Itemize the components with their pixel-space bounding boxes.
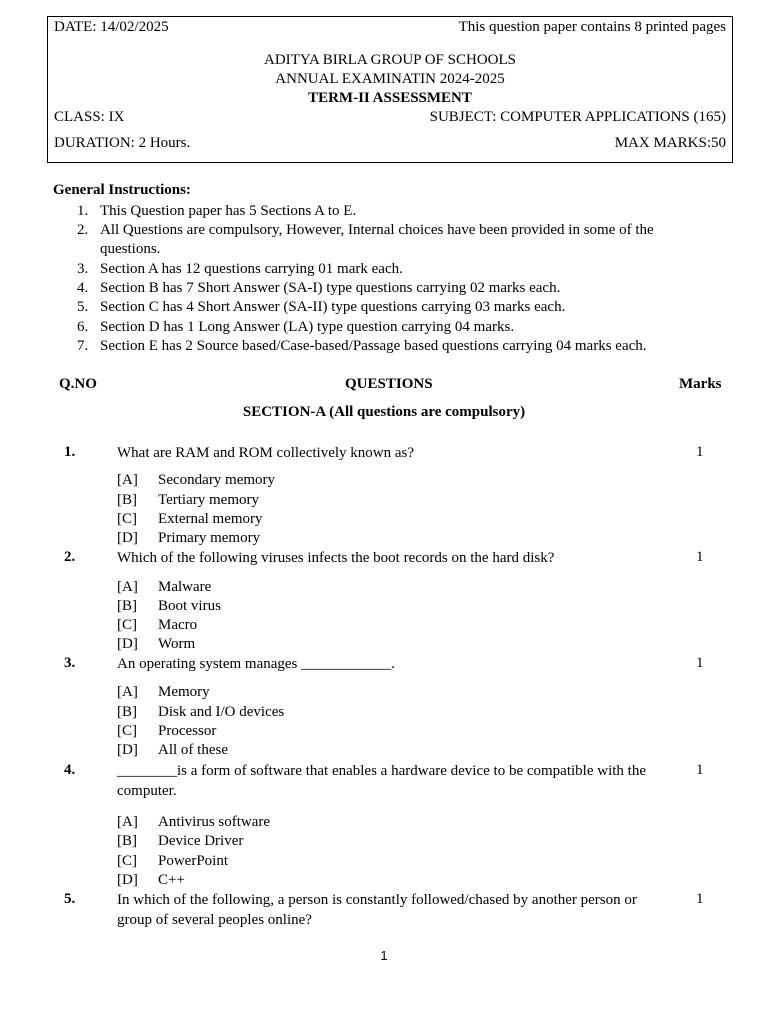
instruction-number: 3. xyxy=(77,261,89,277)
option-label: [A] xyxy=(117,472,138,488)
instruction-number: 4. xyxy=(77,280,89,296)
option-text: All of these xyxy=(158,742,228,758)
option-label: [C] xyxy=(117,617,137,633)
instruction-number: 7. xyxy=(77,338,89,354)
duration-label: DURATION: 2 Hours. xyxy=(54,135,191,151)
question-text: An operating system manages ____________. xyxy=(117,656,395,672)
question-marks: 1 xyxy=(696,549,704,565)
instruction-number: 2. xyxy=(77,222,89,238)
question-marks: 1 xyxy=(696,762,704,778)
option-text: Memory xyxy=(158,684,210,700)
option-label: [B] xyxy=(117,704,137,720)
option-text: Disk and I/O devices xyxy=(158,704,285,720)
question-marks: 1 xyxy=(696,655,704,671)
option-label: [B] xyxy=(117,833,137,849)
question-number: 5. xyxy=(64,891,76,907)
option-text: External memory xyxy=(158,511,263,527)
option-label: [C] xyxy=(117,853,137,869)
option-text: Worm xyxy=(158,636,196,652)
option-text: Macro xyxy=(158,617,198,633)
option-label: [D] xyxy=(117,530,138,546)
option-text: Device Driver xyxy=(158,833,244,849)
question-text: What are RAM and ROM collectively known as? xyxy=(117,445,415,461)
question-text: Which of the following viruses infects the boot records on the hard disk? xyxy=(117,550,555,566)
page-number: 1 xyxy=(380,948,388,963)
pages-note: This question paper contains 8 printed pages xyxy=(458,19,726,35)
subject-label: SUBJECT: COMPUTER APPLICATIONS (165) xyxy=(429,109,726,125)
option-text: Processor xyxy=(158,723,217,739)
questions-column-header: QUESTIONS xyxy=(345,376,433,392)
question-number: 2. xyxy=(64,549,76,565)
option-text: Tertiary memory xyxy=(158,492,259,508)
instruction-number: 1. xyxy=(77,203,89,219)
question-number: 1. xyxy=(64,444,76,460)
question-marks: 1 xyxy=(696,891,704,907)
option-text: Antivirus software xyxy=(158,814,271,830)
question-number: 3. xyxy=(64,655,76,671)
section-a-title: SECTION-A (All questions are compulsory) xyxy=(242,404,526,420)
question-text: ________is a form of software that enables a hardware device to be compatible with the computer. xyxy=(117,763,646,799)
exam-date: DATE: 14/02/2025 xyxy=(54,19,169,35)
option-label: [A] xyxy=(117,814,138,830)
instruction-text: All Questions are compulsory, However, Internal choices have been provided in some of the questions. xyxy=(100,222,654,257)
option-text: Boot virus xyxy=(158,598,221,614)
option-label: [D] xyxy=(117,872,138,888)
option-text: C++ xyxy=(158,872,185,888)
question-marks: 1 xyxy=(696,444,704,460)
instruction-text: Section D has 1 Long Answer (LA) type question carrying 04 marks. xyxy=(100,319,515,335)
instruction-text: Section C has 4 Short Answer (SA-II) type questions carrying 03 marks each. xyxy=(100,299,566,315)
instructions-title: General Instructions: xyxy=(53,182,191,198)
instruction-text: Section A has 12 questions carrying 01 mark each. xyxy=(100,261,403,277)
option-label: [A] xyxy=(117,579,138,595)
exam-name: ANNUAL EXAMINATIN 2024-2025 xyxy=(275,71,505,87)
instruction-text: Section B has 7 Short Answer (SA-I) type questions carrying 02 marks each. xyxy=(100,280,561,296)
max-marks-label: MAX MARKS:50 xyxy=(614,135,726,151)
option-label: [A] xyxy=(117,684,138,700)
marks-column-header: Marks xyxy=(679,376,722,392)
option-text: Malware xyxy=(158,579,212,595)
option-label: [B] xyxy=(117,492,137,508)
option-text: PowerPoint xyxy=(158,853,229,869)
term-title: TERM-II ASSESSMENT xyxy=(308,90,472,106)
option-label: [C] xyxy=(117,511,137,527)
option-label: [D] xyxy=(117,742,138,758)
instruction-number: 5. xyxy=(77,299,89,315)
question-text: In which of the following, a person is constantly followed/chased by another person or group of several peoples online? xyxy=(117,892,637,928)
instruction-text: This Question paper has 5 Sections A to E. xyxy=(100,203,357,219)
school-name: ADITYA BIRLA GROUP OF SCHOOLS xyxy=(264,52,516,68)
class-label: CLASS: IX xyxy=(54,109,125,125)
question-number: 4. xyxy=(64,762,76,778)
option-label: [D] xyxy=(117,636,138,652)
instruction-number: 6. xyxy=(77,319,89,335)
option-text: Secondary memory xyxy=(158,472,276,488)
qno-column-header: Q.NO xyxy=(59,376,97,392)
option-label: [C] xyxy=(117,723,137,739)
exam-header-box xyxy=(47,16,733,163)
instruction-text: Section E has 2 Source based/Case-based/Passage based questions carrying 04 marks each. xyxy=(100,338,647,354)
option-text: Primary memory xyxy=(158,530,261,546)
option-label: [B] xyxy=(117,598,137,614)
